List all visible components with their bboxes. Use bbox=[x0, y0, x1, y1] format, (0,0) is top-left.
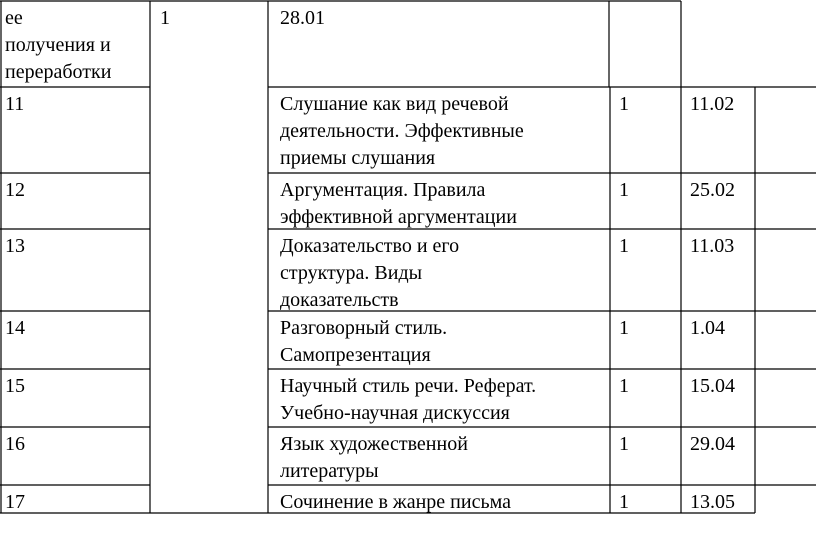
row-hours-cell: 1 bbox=[619, 317, 629, 339]
row-number-cell: 14 bbox=[5, 317, 25, 339]
row-topic-cell: Сочинение в жанре письма bbox=[280, 491, 511, 513]
row-hours-cell: 1 bbox=[619, 433, 629, 455]
row-hours-cell: 1 bbox=[619, 235, 629, 257]
row-topic-cell: Аргументация. Правила эффективной аргументации bbox=[280, 179, 517, 228]
row-hours-cell: 1 bbox=[619, 375, 629, 397]
row-topic-cell: Язык художественной литературы bbox=[280, 433, 468, 482]
row-date-cell: 11.02 bbox=[690, 93, 735, 115]
row-number-cell: 11 bbox=[5, 93, 25, 115]
row-number-cell: 15 bbox=[5, 375, 25, 397]
row-hours-cell: 1 bbox=[619, 491, 629, 513]
row-number-cell: 16 bbox=[5, 433, 25, 455]
row-hours-cell: 1 bbox=[619, 179, 629, 201]
hours-total-cell: 1 bbox=[160, 7, 170, 29]
row-number-cell: 13 bbox=[5, 235, 25, 257]
row-date-cell: 1.04 bbox=[690, 317, 725, 339]
row-number-cell: 12 bbox=[5, 179, 25, 201]
row-date-cell: 15.04 bbox=[690, 375, 735, 397]
row-date-cell: 25.02 bbox=[690, 179, 735, 201]
row-topic-cell: Слушание как вид речевой деятельности. Эффективные приемы слушания bbox=[280, 93, 524, 169]
row-topic-cell: Доказательство и его структура. Виды доказательств bbox=[280, 235, 460, 311]
row-date-cell: 29.04 bbox=[690, 433, 735, 455]
row-hours-cell: 1 bbox=[619, 93, 629, 115]
row-topic-cell: Разговорный стиль. Самопрезентация bbox=[280, 317, 448, 366]
row-topic-cell: Научный стиль речи. Реферат. Учебно-научная дискуссия bbox=[280, 375, 537, 424]
row-number-cell: 17 bbox=[5, 491, 25, 513]
first-row-date-cell: 28.01 bbox=[280, 7, 325, 29]
row-date-cell: 13.05 bbox=[690, 491, 735, 513]
row-date-cell: 11.03 bbox=[690, 235, 735, 257]
topic-fragment-cell: ее получения и переработки bbox=[5, 7, 112, 83]
